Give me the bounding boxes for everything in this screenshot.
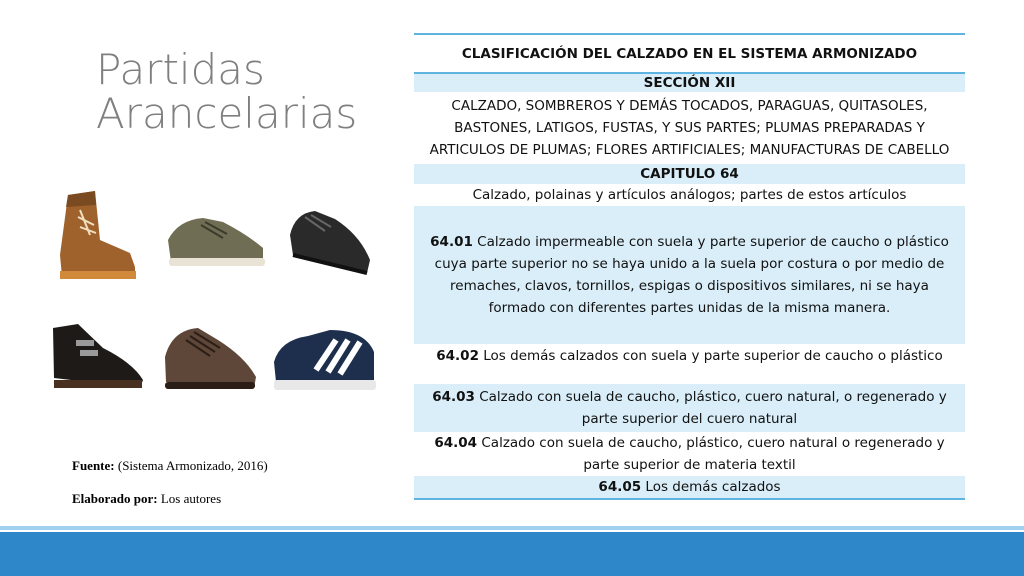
chapter-description: Calzado, polainas y artículos análogos; partes de estos artículos [472, 187, 907, 203]
section-desc-line-1: CALZADO, SOMBREROS Y DEMÁS TOCADOS, PARAGUAS, QUITASOLES, [451, 98, 928, 114]
item-code: 64.03 [432, 389, 475, 405]
black-shoe-image [285, 205, 375, 280]
section-row [414, 72, 965, 92]
author-value: Los autores [157, 491, 222, 506]
item-6403-line-2: parte superior del cuero natural [581, 411, 798, 427]
section-desc-line-2: BASTONES, LATIGOS, FUSTAS, Y SUS PARTES; PLUMAS PREPARADAS Y [454, 120, 925, 136]
item-6405-line-1 [598, 479, 780, 495]
chapter-row [414, 164, 965, 184]
item-code: 64.02 [436, 348, 479, 364]
item-code: 64.05 [598, 479, 642, 495]
item-text: Los demás calzados [641, 479, 781, 495]
item-6402-line-1 [436, 348, 942, 364]
author-credit [72, 491, 221, 507]
item-6401-row [414, 206, 965, 344]
item-6404-line-1 [434, 432, 944, 454]
item-6403-line-1 [432, 386, 947, 408]
chapter-title: CAPITULO 64 [640, 166, 739, 182]
section-description-row [414, 92, 965, 164]
slide-title-line-2: Arancelarias [96, 89, 358, 138]
slide-title-line-1: Partidas [96, 45, 265, 94]
item-text: Los demás calzados con suela y parte superior de caucho o plástico [478, 348, 943, 364]
item-6404-row [414, 432, 965, 476]
item-text: Calzado con suela de caucho, plástico, cuero natural, o regenerado y [474, 389, 947, 405]
item-6401-line-4: formado con diferentes partes unidas de la misma manera. [488, 300, 891, 316]
table-header-text: CLASIFICACIÓN DEL CALZADO EN EL SISTEMA ARMONIZADO [461, 45, 918, 62]
item-6401-line-1 [430, 231, 949, 253]
source-value: (Sistema Armonizado, 2016) [114, 458, 268, 473]
brown-sneaker-image [160, 322, 260, 397]
brown-boot-image [50, 185, 140, 285]
footer-bar [0, 532, 1024, 576]
author-label: Elaborado por: [72, 491, 158, 506]
item-code: 64.01 [430, 234, 473, 250]
striped-sneaker-image [270, 322, 378, 397]
item-text: Calzado impermeable con suela y parte superior de caucho o plástico [472, 234, 949, 250]
item-6402-row [414, 344, 965, 384]
item-6403-row [414, 384, 965, 432]
chapter-description-row [414, 184, 965, 206]
item-6401-line-3: remaches, clavos, tornillos, espigas o dispositivos similares, ni se haya [450, 278, 929, 294]
monk-strap-shoe-image [48, 318, 146, 393]
section-desc-line-3: ARTICULOS DE PLUMAS; FLORES ARTIFICIALES; MANUFACTURAS DE CABELLO [429, 142, 950, 158]
source-citation [72, 458, 268, 474]
slide-title [96, 45, 396, 138]
table-header [414, 35, 965, 72]
olive-suede-shoe-image [163, 200, 268, 275]
section-title: SECCIÓN XII [643, 75, 736, 91]
item-6405-row [414, 476, 965, 498]
item-code: 64.04 [434, 435, 478, 451]
item-6401-line-2: cuya parte superior no se haya unido a la suela por costura o por medio de [434, 256, 945, 272]
footer-accent-line [0, 526, 1024, 530]
source-label: Fuente: [72, 458, 115, 473]
item-text: Calzado con suela de caucho, plástico, cuero natural o regenerado y [477, 435, 945, 451]
classification-table [414, 33, 965, 500]
item-6404-line-2: parte superior de materia textil [583, 457, 796, 473]
